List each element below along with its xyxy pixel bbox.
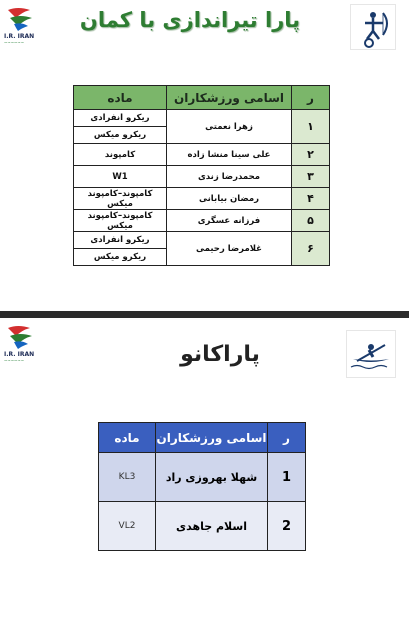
athlete-name: اسلام جاهدی	[156, 502, 268, 551]
header-name: اسامی ورزشکاران	[167, 86, 292, 110]
header-num: ر	[268, 423, 306, 453]
logo-subtext-decor: ~~~~~~	[4, 358, 25, 363]
athlete-field: کامپوند–کامپوند میکس	[74, 188, 167, 210]
logo-text: I.R. IRAN	[4, 351, 35, 358]
table-row	[74, 232, 330, 249]
slide-para-canoe	[0, 318, 409, 620]
athlete-field: کامپوند–کامپوند میکس	[74, 210, 167, 232]
athlete-name: رمضان بیابانی	[167, 188, 292, 210]
athlete-field: ریکرو انفرادی	[74, 110, 167, 127]
table-row	[74, 210, 330, 232]
row-num: ۴	[292, 188, 330, 210]
athlete-name: علی سینا منشا زاده	[167, 144, 292, 166]
athlete-field: کامپوند	[74, 144, 167, 166]
athlete-name: شهلا بهروزی راد	[156, 453, 268, 502]
row-num: ۵	[292, 210, 330, 232]
logo-subtext-decor: ~~~~~~	[4, 40, 25, 45]
table-row	[74, 144, 330, 166]
paralympic-emblem-icon	[4, 4, 38, 32]
athlete-name: محمدرضا زندی	[167, 166, 292, 188]
row-num: ۳	[292, 166, 330, 188]
athlete-field: KL3	[99, 453, 156, 502]
athlete-field: ریکرو میکس	[74, 127, 167, 144]
table-row	[74, 110, 330, 127]
header-field: ماده	[74, 86, 167, 110]
athlete-field: ریکرو انفرادی	[74, 232, 167, 249]
header-num: ر	[292, 86, 330, 110]
paralympic-emblem-icon	[4, 322, 38, 350]
archery-athletes-table	[73, 85, 330, 266]
athlete-name: زهرا نعمتی	[167, 110, 292, 144]
canoe-icon	[346, 330, 396, 378]
row-num: ۶	[292, 232, 330, 266]
athlete-field: ریکرو میکس	[74, 249, 167, 266]
table-row	[74, 166, 330, 188]
slide-divider	[0, 311, 409, 318]
logo-text: I.R. IRAN	[4, 33, 35, 40]
row-num: ۱	[292, 110, 330, 144]
table-row	[99, 453, 306, 502]
header-name: اسامی ورزشکاران	[156, 423, 268, 453]
paralympic-logo	[4, 322, 44, 363]
row-num: 1	[268, 453, 306, 502]
row-num: 2	[268, 502, 306, 551]
athlete-field: W1	[74, 166, 167, 188]
page-title: پاراکانو	[180, 342, 260, 367]
athlete-field: VL2	[99, 502, 156, 551]
paralympic-logo	[4, 4, 44, 45]
canoe-athletes-table	[98, 422, 306, 551]
page-title: پارا تیراندازی با کمان	[79, 8, 301, 32]
athlete-name: فرزانه عسگری	[167, 210, 292, 232]
archery-icon	[350, 4, 396, 50]
table-row	[74, 188, 330, 210]
athlete-name: غلامرضا رحیمی	[167, 232, 292, 266]
table-row	[99, 502, 306, 551]
row-num: ۲	[292, 144, 330, 166]
header-field: ماده	[99, 423, 156, 453]
